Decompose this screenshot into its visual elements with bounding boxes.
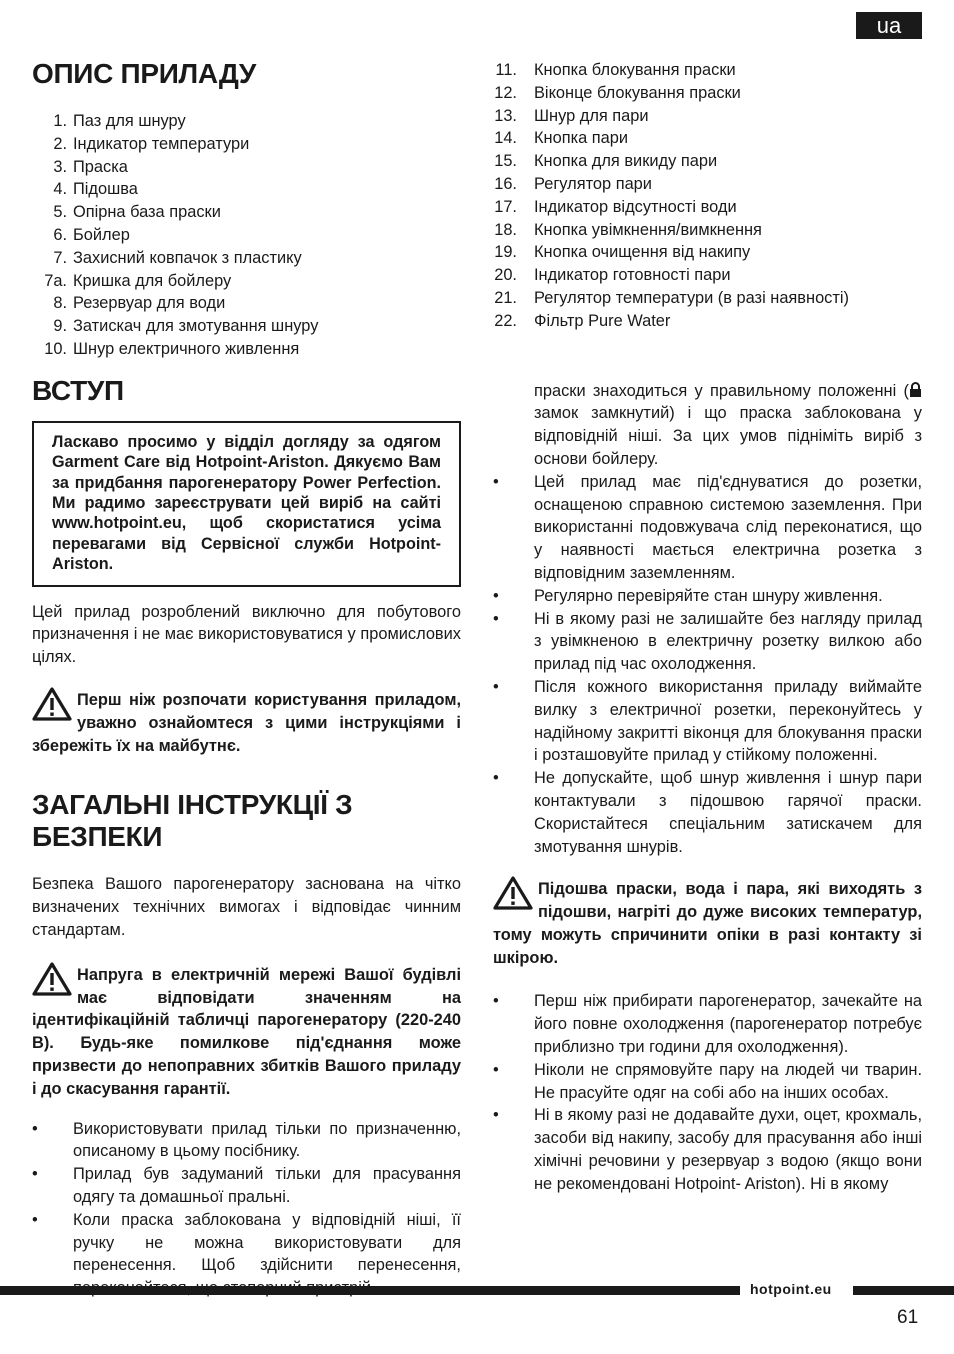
bullet-dot-icon: • <box>493 1060 499 1079</box>
bullet-item <box>32 1118 461 1164</box>
item-number: 22. <box>494 311 517 330</box>
bullet-dot-icon: • <box>493 677 499 696</box>
bullet-item <box>493 608 922 676</box>
item-number: 19. <box>494 243 517 262</box>
bullet-dot-icon: • <box>32 1165 38 1184</box>
item-label: Бойлер <box>73 225 130 244</box>
section-title-intro: ВСТУП <box>32 374 124 406</box>
lock-icon <box>909 382 922 397</box>
bullet-text: Цей прилад має під'єднуватися до розетки, оснащеною справною системою заземлення. При використанні подовжувача слід переконатися, що у наявності мається електрична розетка з відповідним заземленням. <box>534 472 922 582</box>
list-item <box>493 127 922 150</box>
bullet-item <box>493 676 922 767</box>
list-item <box>493 241 922 264</box>
item-number: 21. <box>494 288 517 307</box>
list-item <box>493 310 922 333</box>
bullet-item <box>493 767 922 858</box>
list-item <box>32 292 461 315</box>
list-item <box>32 133 461 156</box>
item-number: 7a. <box>44 271 67 290</box>
bullet-item <box>32 1163 461 1209</box>
item-label: Кнопка блокування праски <box>534 61 736 79</box>
bullet-dot-icon: • <box>493 586 499 605</box>
bullet-item <box>493 990 922 1058</box>
bullet-text: Ніколи не спрямовуйте пару на людей чи тварин. Не прасуйте одяг на собі або на інших особах. <box>534 1060 922 1102</box>
safety-paragraph: Безпека Вашого парогенератору заснована на чітко визначених технічних вимогах і відповідає чинним стандартам. <box>32 875 461 939</box>
item-label: Фільтр Pure Water <box>534 311 671 330</box>
language-badge: ua <box>856 12 922 39</box>
item-number: 20. <box>494 266 517 285</box>
warning-triangle-icon <box>493 876 533 910</box>
section-title-description: ОПИС ПРИЛАДУ <box>32 58 256 89</box>
item-number: 17. <box>494 197 517 216</box>
safety-bullets-right <box>493 471 922 859</box>
list-item <box>493 82 922 105</box>
item-label: Віконце блокування праски <box>534 83 741 102</box>
item-label: Затискач для змотування шнуру <box>73 317 319 336</box>
list-item <box>32 338 461 361</box>
item-number: 15. <box>494 152 517 171</box>
item-label: Індикатор температури <box>73 134 250 153</box>
bullet-dot-icon: • <box>493 992 499 1011</box>
item-label: Регулятор температури (в разі наявності) <box>534 288 849 307</box>
item-label: Паз для шнуру <box>73 112 186 130</box>
item-label: Шнур електричного живлення <box>73 339 300 358</box>
item-number: 18. <box>494 220 517 239</box>
parts-list-left <box>32 110 461 361</box>
list-item <box>32 247 461 270</box>
item-number: 16. <box>494 174 517 193</box>
continuation-text-b: замок замкнутий) і що праска заблокована у відповідній ніші. За цих умов підніміть виріб з основи бойлеру. <box>534 404 922 468</box>
continuation-paragraph <box>493 380 922 471</box>
parts-list-right <box>493 59 922 333</box>
list-item <box>493 219 922 242</box>
list-item <box>32 315 461 338</box>
warning-text: Перш ніж розпочати користування приладом, уважно ознайомтеся з цими інструкціями і збережіть їх на майбутнє. <box>32 691 461 755</box>
item-number: 6. <box>53 225 67 244</box>
bullet-text: Після кожного використання приладу виймайте вилку з електричної розетки, переконуйтесь у надійному закритті віконця для блокування праски і розташовуйте прилад у стійкому положенні. <box>534 677 922 765</box>
item-number: 5. <box>53 203 67 222</box>
page-number: 61 <box>897 1307 919 1328</box>
left-column <box>32 58 461 1300</box>
item-number: 8. <box>53 294 67 313</box>
item-number: 2. <box>53 134 67 153</box>
continuation-text-a: праски знаходиться у правильному положенні ( <box>534 381 909 400</box>
bullet-dot-icon: • <box>493 769 499 788</box>
warning-triangle-icon <box>32 962 72 996</box>
warning-voltage <box>32 964 461 1101</box>
list-item <box>493 150 922 173</box>
bullet-text: Ні в якому разі не залишайте без нагляду прилад з увімкненою в електричну розетку вилкою або прилад під час охолодження. <box>534 609 922 674</box>
item-label: Кнопка для викиду пари <box>534 152 718 171</box>
bullet-text: Використовувати прилад тільки по призначенню, описаному в цьому посібнику. <box>73 1119 461 1161</box>
bullet-text: Регулярно перевіряйте стан шнуру живлення. <box>534 586 883 605</box>
warning-text: Підошва праски, вода і пара, які виходять з підошви, нагріті до дуже високих температур, тому можуть спричинити опіки в разі контакту зі шкірою. <box>493 880 922 967</box>
item-label: Регулятор пари <box>534 174 652 193</box>
bullet-dot-icon: • <box>32 1119 38 1138</box>
list-item <box>32 270 461 293</box>
footer-bar <box>853 1286 954 1295</box>
item-number: 12. <box>494 83 517 102</box>
safety-bullets-right-2 <box>493 990 922 1195</box>
footer-website: hotpoint.eu <box>750 1281 832 1297</box>
bullet-dot-icon: • <box>493 609 499 628</box>
bullet-text: Перш ніж прибирати парогенератор, зачекайте на його повне охолодження (парогенератор потребує приблизно три години для охолодження). <box>534 992 922 1057</box>
item-label: Захисний ковпачок з пластику <box>73 248 302 267</box>
item-label: Індикатор відсутності води <box>534 197 737 216</box>
list-item <box>32 178 461 201</box>
item-number: 4. <box>53 180 67 199</box>
list-item <box>493 196 922 219</box>
safety-title-line1: ЗАГАЛЬНІ ІНСТРУКЦІЇ З <box>32 789 353 821</box>
bullet-item <box>493 1059 922 1105</box>
item-number: 3. <box>53 157 67 176</box>
item-label: Резервуар для води <box>73 294 226 313</box>
warning-triangle-icon <box>32 687 72 721</box>
list-item <box>493 173 922 196</box>
bullet-text: Не допускайте, щоб шнур живлення і шнур пари контактували з підошвою гарячої праски. Скористайтеся спеціальним затискачем для змотування шнурів. <box>534 769 922 856</box>
item-label: Підошва <box>73 180 138 199</box>
bullet-text: Прилад був задуманий тільки для прасування одягу та домашньої пральні. <box>73 1165 461 1206</box>
list-item <box>493 105 922 128</box>
item-number: 10. <box>44 339 67 358</box>
bullet-dot-icon: • <box>493 1106 499 1125</box>
warning-read-instructions <box>32 689 461 757</box>
item-label: Праска <box>73 157 128 176</box>
bullet-item <box>493 1104 922 1195</box>
list-item <box>493 264 922 287</box>
warning-hot-soleplate <box>493 878 922 969</box>
item-number: 11. <box>495 61 517 79</box>
safety-title-line2: БЕЗПЕКИ <box>32 821 163 853</box>
right-column <box>493 59 922 1196</box>
list-item <box>493 59 922 82</box>
item-label: Кришка для бойлеру <box>73 271 232 290</box>
list-item <box>32 224 461 247</box>
item-label: Кнопка увімкнення/вимкнення <box>534 220 762 239</box>
item-label: Шнур для пари <box>534 106 649 125</box>
welcome-text: Ласкаво просимо у відділ догляду за одягом Garment Care від Hotpoint-Ariston. Дякуємо Вам за придбання парогенератору Power Perfection. Ми радимо зареєструвати цей виріб на сайті www.hotpoint.eu, щоб скористатися усіма перевагами від Сервісної служби Hotpoint-Ariston. <box>52 432 441 574</box>
bullet-item <box>493 471 922 585</box>
section-title-safety <box>32 789 461 853</box>
list-item <box>32 201 461 224</box>
list-item <box>32 110 461 133</box>
item-number: 9. <box>53 317 67 336</box>
list-item <box>493 287 922 310</box>
welcome-box <box>32 421 461 587</box>
safety-bullets-left <box>32 1118 461 1300</box>
intro-paragraph: Цей прилад розроблений виключно для побутового призначення і не має використовуватися у промислових цілях. <box>32 602 461 667</box>
bullet-text: Ні в якому разі не додавайте духи, оцет, крохмаль, засоби від накипу, засобу для прасування або інші хімічні речовини у резервуар з водою (якщо вони не рекомендовані Hotpoint- Ariston). Ні в якому <box>534 1106 922 1193</box>
item-label: Кнопка очищення від накипу <box>534 243 751 262</box>
item-label: Кнопка пари <box>534 129 629 148</box>
bullet-item <box>493 585 922 608</box>
warning-text: Напруга в електричній мережі Вашої будівлі має відповідати значенням на ідентифікаційній табличці парогенератору (220-240 В). Будь-яке помилкове під'єднання може призвести до непоправних збитків Вашого приладу і до скасування гарантії. <box>32 965 461 1098</box>
item-label: Опірна база праски <box>73 203 221 222</box>
item-number: 14. <box>494 129 517 148</box>
bullet-dot-icon: • <box>32 1210 38 1229</box>
footer-bar <box>0 1286 740 1295</box>
item-number: 7. <box>53 248 67 267</box>
bullet-text: Коли праска заблокована у відповідній ніші, її ручку не можна використовувати для перенесення. Щоб здійснити перенесення, <box>73 1210 461 1275</box>
item-number: 13. <box>494 106 517 125</box>
item-number: 1. <box>53 112 67 130</box>
list-item <box>32 156 461 179</box>
item-label: Індикатор готовності пари <box>534 266 731 285</box>
bullet-dot-icon: • <box>493 472 499 491</box>
